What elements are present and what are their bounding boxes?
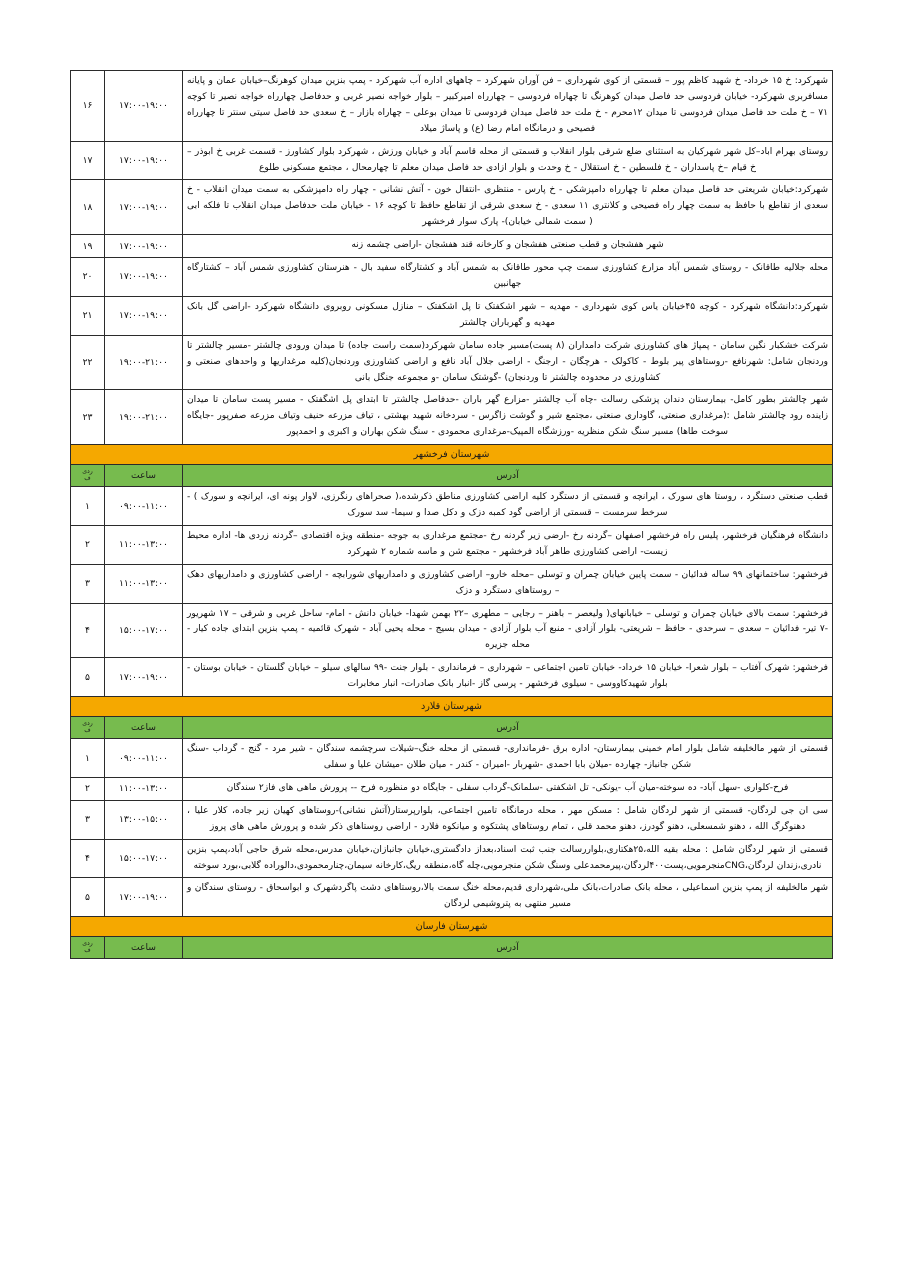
table-row (71, 800, 833, 839)
index-cell: ۲۲ (71, 335, 105, 390)
index-cell: ۲ (71, 777, 105, 800)
table-row (71, 739, 833, 778)
header-index-line2: ف (84, 474, 91, 482)
header-index (71, 465, 105, 487)
section-title-row (71, 697, 833, 717)
index-cell: ۳ (71, 800, 105, 839)
address-cell: فرخشهر: شهرک آفتاب – بلوار شعرا- خیابان ۱۵ خرداد- خیابان تامین اجتماعی – شهرداری – فرمانداری - بلوار جنت -۹۹ سالهای سیلو – خیابان گلستان - خیابان بوستان - بلوار شهیدکاووسی - سیلوی فرخشهر - پرسی گاز -انبار بانک صادرات- انبار مخابرات (183, 658, 833, 697)
address-cell: قسمتی از شهر لردگان شامل : محله بقیه الله،۲۵هکتاری،بلواررسالت جنب ثبت اسناد،بعداز دادگستری،خیابان جانبازان،خیابان مدرس،محله شرق حاجی آباد،پمپ بنزین نادری،زندان لردگان،CNGمنجرمویی،پست۴۰۰لردگان،پیرمحمدعلی وسنگ شکن منجرمویی،چله گاه،منطقه ریگ،کارخانه سیمان،چنارمحمودی،دالوراده گلابی،بورد سوخته (183, 839, 833, 878)
header-time: ساعت (105, 937, 183, 959)
section-title: شهرستان قلارد (71, 697, 833, 717)
table-row (71, 235, 833, 258)
address-cell: دانشگاه فرهنگیان فرخشهر، پلیس راه فرخشهر اصفهان –گردنه رخ -ارضی زیر گردنه رخ -مجتمع مرغداری به جوجه -منطقه ویژه اقتصادی –گردنه زردی ها- اداره محیط زیست- اراضی کشاورزی طاهر آباد فرخشهر - مجتمع شن و ماسه شماره ۲ شهرکرد (183, 525, 833, 564)
time-cell: ۱۷:۰۰-۱۹:۰۰ (105, 71, 183, 142)
address-cell: شرکت خشکبار نگین سامان - پمپاژ های کشاورزی شرکت دامداران (۸ پست)مسیر جاده سامان شهرکرد(سمت راست جاده) تا میدان ورودی چالشتر -مسیر چالشتر تا وردنجان شامل: شهرنافع -روستاهای پیر بلوط - کاکولک - هرچگان - ارجنگ - اراضی جلال آباد نافع و اراضی کشاورزی وردنجان(کلیه مرغداریها و واحدهای صنعتی و کشاورزی در محدوده چالشتر تا وردنجان) -گوشتک سامان -و مجموعه جنگل بانی (183, 335, 833, 390)
time-cell: ۱۱:۰۰-۱۳:۰۰ (105, 525, 183, 564)
time-cell: ۱۷:۰۰-۱۹:۰۰ (105, 258, 183, 297)
header-index-line2: ف (84, 726, 91, 734)
time-cell: ۱۳:۰۰-۱۵:۰۰ (105, 800, 183, 839)
table-row (71, 335, 833, 390)
index-cell: ۱ (71, 487, 105, 526)
index-cell: ۳ (71, 564, 105, 603)
address-cell: شهرکرد:دانشگاه شهرکرد - کوچه ۴۵خیابان یاس کوی شهرداری - مهدیه – شهر اشکفتک تا پل اشکفتک – منازل مسکونی روبروی دانشگاه شهرکرد -اراضی گل بانک مهدیه و گهرباران چالشتر (183, 296, 833, 335)
time-cell: ۱۷:۰۰-۱۹:۰۰ (105, 296, 183, 335)
table-row (71, 603, 833, 658)
table-row (71, 390, 833, 445)
index-cell: ۲۱ (71, 296, 105, 335)
time-cell: ۱۷:۰۰-۱۹:۰۰ (105, 878, 183, 917)
time-cell: ۱۹:۰۰-۲۱:۰۰ (105, 335, 183, 390)
table-row (71, 839, 833, 878)
address-cell: قطب صنعتی دستگرد ، روستا های سورک ، ایرانچه و قسمتی از دستگرد کلیه اراضی کشاورزی مناطق ذکرشده،( صحراهای رنگرزی، لاوار پونه ای، ایرانچه و سورک ) - سرخط سرمست – قسمتی از اراضی گود کمبه دزک و دکل صدا و سیما- سد سورک (183, 487, 833, 526)
index-cell: ۵ (71, 658, 105, 697)
time-cell: ۰۹:۰۰-۱۱:۰۰ (105, 739, 183, 778)
index-cell: ۴ (71, 603, 105, 658)
section-title: شهرستان فارسان (71, 917, 833, 937)
header-time: ساعت (105, 465, 183, 487)
table-body (71, 71, 833, 959)
column-header-row (71, 937, 833, 959)
table-row (71, 658, 833, 697)
index-cell: ۲ (71, 525, 105, 564)
index-cell: ۲۰ (71, 258, 105, 297)
address-cell: روستای بهرام اباد–کل شهر شهرکیان به استثنای ضلع شرقی بلوار انقلاب و قسمتی از محله قاسم آباد و خیابان ورزش ، شهرکرد بلوار کشاورز - قسمت غربی خ ابوذر –خ قیام –خ پاسداران - خ فلسطین - خ استقلال - خ وحدت و بلوار ازادی حد فاصل میدان معلم تا چهارمحال ، مجتمع مسکونی طلوع (183, 141, 833, 180)
header-index-line2: ف (84, 946, 91, 954)
table-row (71, 487, 833, 526)
time-cell: ۱۷:۰۰-۱۹:۰۰ (105, 235, 183, 258)
index-cell: ۴ (71, 839, 105, 878)
time-cell: ۱۱:۰۰-۱۳:۰۰ (105, 777, 183, 800)
time-cell: ۱۵:۰۰-۱۷:۰۰ (105, 839, 183, 878)
table-row (71, 777, 833, 800)
address-cell: شهر چالشتر بطور کامل- بیمارستان دندان پزشکی رسالت -چاه آب چالشتر -مزارع گهر باران -حدفاصل چالشتر تا ابتدای پل اشگفتک - مسیر پست سامان تا میدان زاینده رود چالشتر شامل :(مرغداری صنعتی، گاوداری صنعتی ،مجتمع شیر و گوشت زاگرس - سردخانه شهید بهشتی ، تیاف مزرعه حنیف وتیاف مزرعه صفرپور -جایگاه سوخت طاها) مسیر سنگ شکن منظریه -ورزشگاه المپیک-مرغداری محمودی - سنگ شکن بهاران و اکبری و احمدپور (183, 390, 833, 445)
header-address: آدرس (183, 465, 833, 487)
column-header-row (71, 717, 833, 739)
address-cell: فرخشهر: سمت بالای خیابان چمران و توسلی – خیابانهای( ولیعصر – باهنر – رجایی – مطهری –۲۲ بهمن شهدا- خیابان دانش - امام- ساحل غربی و شرقی – ۱۷ شهریور -۷ تیر- فدائیان – سعدی – سرحدی - حافظ – شریعتی- بلوار آزادی - منبع آب بلوار آزادی - میدان بسیج - محله یحیی آباد - شهرک قائمیه - پمپ بنزین ابتدای جاده کیار - محله جزیره (183, 603, 833, 658)
index-cell: ۱۷ (71, 141, 105, 180)
index-cell: ۱۸ (71, 180, 105, 235)
header-index (71, 717, 105, 739)
address-cell: فرخشهر: ساختمانهای ۹۹ ساله فدائیان - سمت پایین خیابان چمران و توسلی –محله خارو– اراضی کشاورزی و دامداریهای شورابچه - اراضی کشاورزی و دامداریهای دهک – روستاهای دستگرد و دزک (183, 564, 833, 603)
header-index (71, 937, 105, 959)
table-row (71, 296, 833, 335)
header-address: آدرس (183, 717, 833, 739)
index-cell: ۵ (71, 878, 105, 917)
power-outage-table (70, 70, 833, 959)
section-title-row (71, 917, 833, 937)
index-cell: ۱۹ (71, 235, 105, 258)
index-cell: ۱۶ (71, 71, 105, 142)
section-title: شهرستان فرخشهر (71, 445, 833, 465)
address-cell: شهرکرد:خیابان شریعتی حد فاصل میدان معلم تا چهارراه دامپزشکی - خ پارس - منتظری -انتقال خون - آتش نشانی - چهار راه دامپزشکی به سمت میدان انقلاب - خ سعدی از تقاطع با حافظ به سمت چهار راه فصیحی و کلانتری ۱۱ سعدی - خ سعدی شرقی از تقاطع حافظ تا کوچه ۱۶ - خیابان ملت حدفاصل میدان انقلاب تا فلکه ابی ( سمت شمالی خیابان)- پارک سوار فرخشهر (183, 180, 833, 235)
address-cell: محله جلالیه طاقانک - روستای شمس آباد مزارع کشاورزی سمت چپ محور طاقانک به شمس آباد و کشتارگاه سفید بال - هنرستان کشاورزی شمس آباد – کشتارگاه جهانبین (183, 258, 833, 297)
header-index-line1: ردی (82, 720, 93, 728)
header-index-line1: ردی (82, 468, 93, 476)
header-index-line1: ردی (82, 940, 93, 948)
address-cell: فرح-کلواری -سهل آباد- ده سوخته-میان آب -یونکی- تل اشکفتی -سلمانک-گرداب سفلی - جایگاه دو منظوره فرح -- پرورش ماهی های فاز۲ سندگان (183, 777, 833, 800)
time-cell: ۱۵:۰۰-۱۷:۰۰ (105, 603, 183, 658)
table-row (71, 141, 833, 180)
time-cell: ۱۹:۰۰-۲۱:۰۰ (105, 390, 183, 445)
table-row (71, 71, 833, 142)
header-address: آدرس (183, 937, 833, 959)
time-cell: ۱۷:۰۰-۱۹:۰۰ (105, 180, 183, 235)
table-row (71, 525, 833, 564)
table-row (71, 564, 833, 603)
address-cell: شهر هفشجان و قطب صنعتی هفشجان و کارخانه قند هفشجان -اراضی چشمه زنه (183, 235, 833, 258)
time-cell: ۰۹:۰۰-۱۱:۰۰ (105, 487, 183, 526)
table-row (71, 180, 833, 235)
column-header-row (71, 465, 833, 487)
table-row (71, 258, 833, 297)
address-cell: شهرکرد: خ ۱۵ خرداد- خ شهید کاظم پور – قسمتی از کوی شهرداری – فن آوران شهرکرد – چاههای اداره آب شهرکرد - پمپ بنزین میدان کوهرنگ–خیابان عمان و پایانه مسافربری شهرکرد- خیابان فردوسی حد فاصل میدان کوهرنگ تا چهاراه فردوسی – چهارراه امیرکبیر – بلوار خواجه نصیر غربی و حدفاصل چهارراه خواجه نصیر تا کوچه ۷۱ – خ ملت حد فاصل میدان فردوسی تا میدان ۱۲محرم - خ ملت حد فاصل میدان فردوسی تا میدان بوعلی – چهاراه بازار – خ سعدی حد فاصل سیتی سنتر تا چهارراه فصیحی و درمانگاه امام رضا (ع) و پاساژ میلاد (183, 71, 833, 142)
section-title-row (71, 445, 833, 465)
index-cell: ۲۳ (71, 390, 105, 445)
index-cell: ۱ (71, 739, 105, 778)
address-cell: شهر مالخلیفه از پمپ بنزین اسماعیلی ، محله بانک صادرات،بانک ملی،شهرداری قدیم،محله خنگ سمت بالا،روستاهای دشت پاگردشهرک و ابواسحاق - روستای سندگان و مسیر منتهی به پتروشیمی لردگان (183, 878, 833, 917)
address-cell: قسمتی از شهر مالخلیفه شامل بلوار امام خمینی بیمارستان- اداره برق -فرمانداری- قسمتی از محله خنگ–شیلات سرچشمه سندگان - شیر مرد - گنج - گرداب -سنگ شکن جانباز- چهارده -میلان بابا احمدی -شهربار -امیران - کندر - میان طلان -میشان علیا و سفلی (183, 739, 833, 778)
time-cell: ۱۷:۰۰-۱۹:۰۰ (105, 141, 183, 180)
address-cell: سی ان جی لردگان- قسمتی از شهر لردگان شامل : مسکن مهر ، محله درمانگاه تامین اجتماعی، بلوارپرستار(آتش نشانی)-روستاهای کهیان زیر جاده، کلار علیا ، دهنوگرگ الله ، دهنو شمسعلی، دهنو گودرز، دهنو محمد قلی ، تمام روستاهای پشتکوه و میانکوه فلارد - اراضی روستاهای ذکر شده و پرورش ماهی های پروز (183, 800, 833, 839)
header-time: ساعت (105, 717, 183, 739)
table-row (71, 878, 833, 917)
time-cell: ۱۷:۰۰-۱۹:۰۰ (105, 658, 183, 697)
time-cell: ۱۱:۰۰-۱۳:۰۰ (105, 564, 183, 603)
